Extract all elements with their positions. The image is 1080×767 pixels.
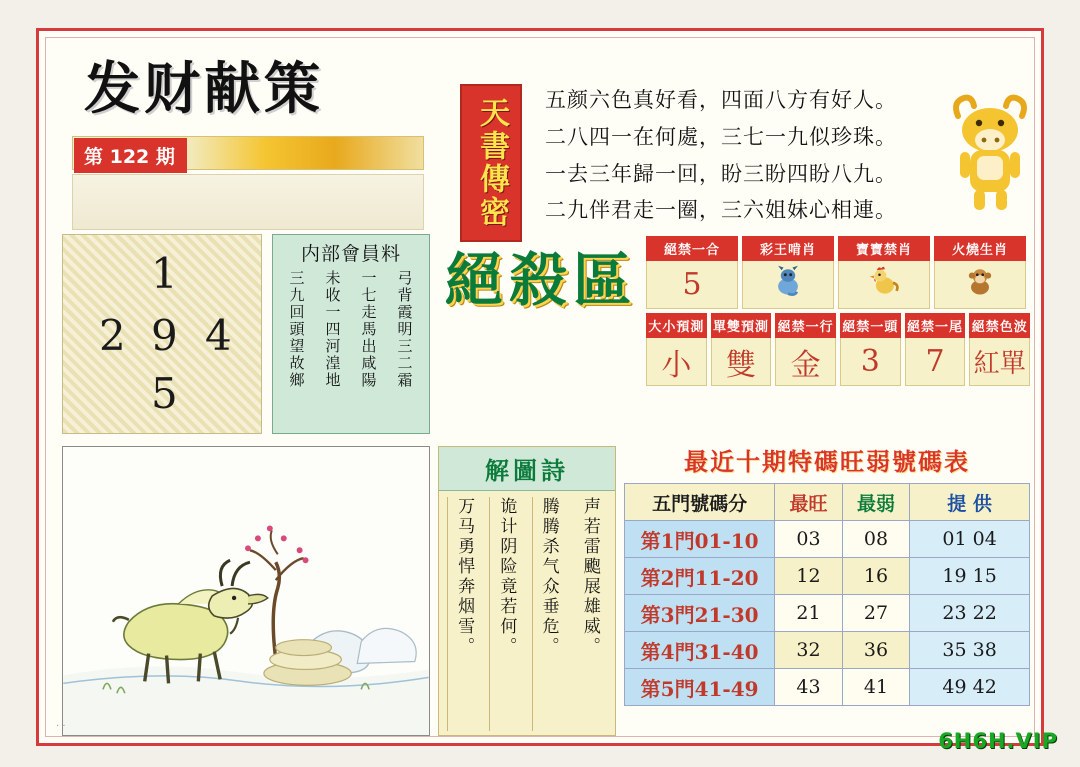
goat-landscape-illustration	[62, 446, 430, 736]
prediction-cell-value	[934, 261, 1026, 309]
table-cell-cold: 36	[842, 632, 910, 669]
watermark: 6H6H.VIP	[938, 729, 1058, 753]
poem-line: 二九伴君走一圈，三六姐妹心相連。	[545, 198, 897, 223]
prediction-cell	[646, 236, 738, 309]
member-info-box	[272, 234, 430, 434]
table-row	[625, 632, 1030, 669]
picture-poem-box	[438, 446, 616, 736]
table-row-label: 第4門31-40	[625, 632, 775, 669]
picture-poem-line: 声若雷颮展雄威。	[579, 497, 600, 657]
corner-marks: · ·	[56, 721, 66, 732]
table-row-label: 第3門21-30	[625, 595, 775, 632]
monkey-icon	[962, 263, 998, 307]
table-row-label: 第1門01-10	[625, 521, 775, 558]
picture-poem-line: 万马勇悍奔烟雪。	[447, 497, 481, 731]
table-cell-cold: 27	[842, 595, 910, 632]
section-title: 絕殺區	[444, 246, 637, 314]
member-box-lines	[273, 268, 429, 436]
table-header-row	[625, 484, 1030, 521]
prediction-cell	[934, 236, 1026, 309]
prediction-cell-value	[742, 261, 834, 309]
dragon-icon	[770, 263, 806, 307]
poster-inner-border	[45, 37, 1035, 737]
ox-icon	[944, 90, 1036, 220]
prediction-row-1	[646, 236, 1030, 309]
vertical-banner-label: 天書傳密	[474, 97, 509, 229]
prediction-cell-value: 雙	[711, 338, 772, 386]
prediction-cell	[838, 236, 930, 309]
prediction-cell	[742, 236, 834, 309]
prediction-cell-value	[969, 338, 1030, 386]
prediction-cell-value	[838, 261, 930, 309]
prediction-row-2	[646, 313, 1030, 386]
lucky-number: 5	[151, 369, 178, 418]
prediction-cell-head: 絕禁色波	[969, 313, 1030, 338]
issue-blank-area	[72, 174, 424, 230]
rooster-icon	[866, 263, 902, 307]
prediction-cell	[969, 313, 1030, 386]
table-cell-supply: 19 15	[910, 558, 1030, 595]
page-title: 发财献策	[84, 57, 324, 122]
prediction-cell-head: 大小預測	[646, 313, 707, 338]
picture-poem-columns	[439, 491, 615, 737]
table-cell-cold: 16	[842, 558, 910, 595]
member-line: 未收一四河湟地	[323, 270, 342, 389]
table-title: 最近十期特碼旺弱號碼表	[684, 448, 970, 476]
prediction-cell	[646, 313, 707, 386]
table-cell-hot: 21	[775, 595, 843, 632]
table-header-cell: 五門號碼分	[625, 484, 775, 521]
table-row	[625, 669, 1030, 706]
table-cell-hot: 43	[775, 669, 843, 706]
prediction-cell-value: 3	[840, 338, 901, 386]
picture-poem-title: 解圖詩	[439, 447, 615, 491]
vertical-banner	[460, 84, 522, 242]
table-cell-hot: 12	[775, 558, 843, 595]
table-cell-hot: 03	[775, 521, 843, 558]
prediction-cell-head: 絕禁一頭	[840, 313, 901, 338]
poster-page	[36, 28, 1044, 746]
prediction-cell-head: 火燒生肖	[934, 236, 1026, 261]
lucky-number: 9	[151, 311, 178, 360]
table-row-label: 第5門41-49	[625, 669, 775, 706]
header	[60, 48, 1028, 238]
lucky-number-box	[62, 234, 262, 434]
lucky-number: 2	[99, 311, 126, 360]
prediction-cell	[711, 313, 772, 386]
member-line: 弓背霞明三二霜	[395, 270, 414, 389]
table-row	[625, 521, 1030, 558]
table-row	[625, 595, 1030, 632]
prediction-cell	[840, 313, 901, 386]
table-row-label: 第2門11-20	[625, 558, 775, 595]
prediction-cell-head: 絕禁一合	[646, 236, 738, 261]
prediction-cell-head: 絕禁一行	[775, 313, 836, 338]
prediction-cell-value: 5	[646, 261, 738, 309]
table-cell-supply: 35 38	[910, 632, 1030, 669]
table-header-cell: 提 供	[910, 484, 1030, 521]
prediction-cell-head: 單雙預測	[711, 313, 772, 338]
prediction-cell-head: 絕禁一尾	[905, 313, 966, 338]
poem-line: 一去三年歸一回，盼三盼四盼八九。	[545, 161, 897, 186]
prediction-grid	[646, 236, 1030, 390]
title-block	[66, 50, 426, 235]
table-cell-supply: 49 42	[910, 669, 1030, 706]
table-cell-hot: 32	[775, 632, 843, 669]
member-box-title: 内部會員料	[300, 243, 401, 265]
table-header-cell: 最弱	[842, 484, 910, 521]
header-poem	[545, 82, 935, 229]
issue-label: 第 122 期	[74, 138, 187, 173]
table-cell-supply: 23 22	[910, 595, 1030, 632]
prediction-cell-value: 金	[775, 338, 836, 386]
member-line: 一七走馬出咸陽	[359, 270, 378, 389]
table-cell-cold: 41	[842, 669, 910, 706]
prediction-cell	[775, 313, 836, 386]
prediction-cell-head: 彩王啃肖	[742, 236, 834, 261]
poem-line: 二八四一在何處，三七一九似珍珠。	[545, 124, 897, 149]
prediction-cell-head: 寶寶禁肖	[838, 236, 930, 261]
lucky-number: 4	[205, 311, 232, 360]
poem-line: 五颜六色真好看，四面八方有好人。	[545, 88, 897, 112]
prediction-cell	[905, 313, 966, 386]
member-line: 三九回頭望故鄉	[287, 270, 306, 389]
prediction-cell-value: 7	[905, 338, 966, 386]
picture-poem-line: 诡计阴险竟若何。	[489, 497, 523, 731]
hot-cold-table	[624, 483, 1030, 706]
hot-cold-table-section	[624, 442, 1030, 706]
table-header-cell: 最旺	[775, 484, 843, 521]
table-cell-cold: 08	[842, 521, 910, 558]
prediction-cell-value: 小	[646, 338, 707, 386]
prediction-cell-text: 紅單	[973, 349, 1026, 379]
table-cell-supply: 01 04	[910, 521, 1030, 558]
picture-poem-line: 腾腾杀气众垂危。	[532, 497, 566, 731]
table-row	[625, 558, 1030, 595]
lucky-number: 1	[151, 249, 178, 298]
